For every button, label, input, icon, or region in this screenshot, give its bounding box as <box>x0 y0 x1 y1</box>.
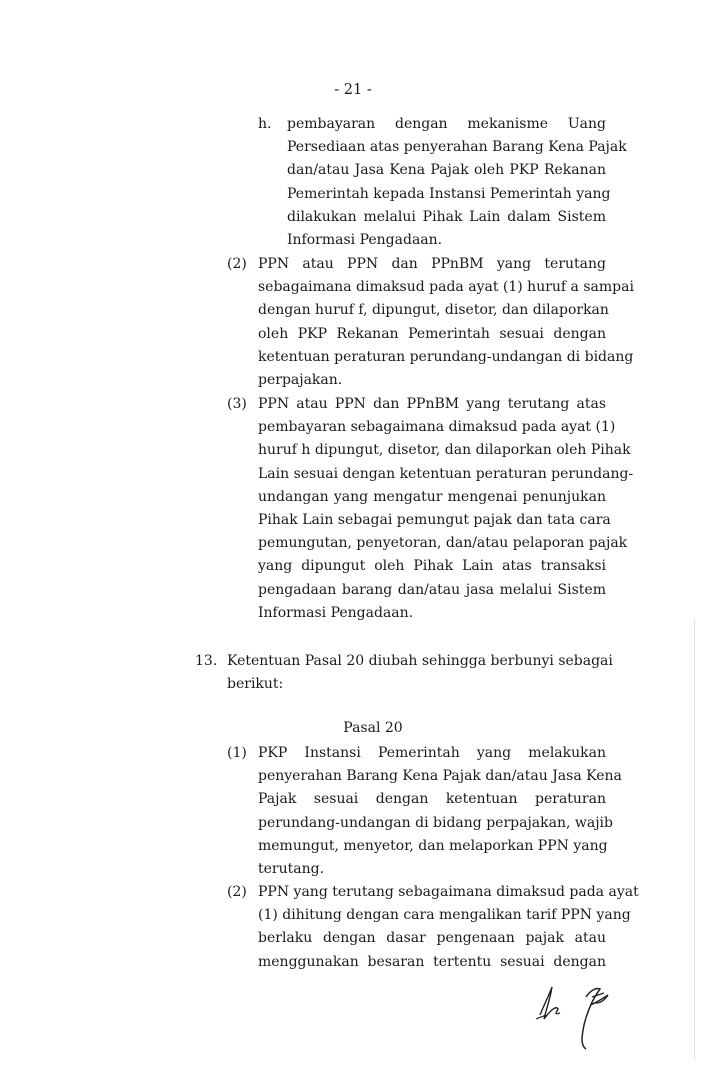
text-line: berlaku dengan dasar pengenaan pajak atau <box>258 930 606 947</box>
text-line: (1) dihitung dengan cara mengalikan tarif PPN yang <box>258 907 631 924</box>
text-line: undangan yang mengatur mengenai penunjukan <box>258 488 606 505</box>
text-line: PPN atau PPN dan PPnBM yang terutang atas <box>258 396 606 412</box>
text-line: terutang. <box>258 860 325 877</box>
text-line: ketentuan peraturan perundang-undangan di bidang <box>258 348 634 365</box>
text-line: Ketentuan Pasal 20 diubah sehingga berbunyi sebagai <box>227 653 613 669</box>
text-line: dan/atau Jasa Kena Pajak oleh PKP Rekanan <box>287 162 606 179</box>
text-line: penyerahan Barang Kena Pajak dan/atau Jasa Kena <box>258 768 622 785</box>
page-number: - 21 - <box>334 82 372 98</box>
para-2-text <box>258 253 634 392</box>
para-3-text <box>258 393 634 625</box>
text-line: Pemerintah kepada Instansi Pemerintah yang <box>287 185 611 202</box>
text-line: oleh PKP Rekanan Pemerintah sesuai dengan <box>258 325 606 342</box>
text-line: pembayaran dengan mekanisme Uang <box>287 116 606 132</box>
text-line: berikut: <box>227 676 284 693</box>
text-line: perundang-undangan di bidang perpajakan, wajib <box>258 814 613 831</box>
text-line: sebagaimana dimaksud pada ayat (1) huruf a sampai <box>258 279 634 296</box>
text-line: memungut, menyetor, dan melaporkan PPN yang <box>258 837 608 854</box>
text-line: Informasi Pengadaan. <box>258 604 414 621</box>
text-line: pembayaran sebagaimana dimaksud pada ayat (1) <box>258 419 616 436</box>
text-line: PPN atau PPN dan PPnBM yang terutang <box>258 256 606 272</box>
text-line: PKP Instansi Pemerintah yang melakukan <box>258 745 606 761</box>
text-line: perpajakan. <box>258 371 343 388</box>
item-h-marker: h. <box>258 116 272 132</box>
text-line: Pajak sesuai dengan ketentuan peraturan <box>258 791 606 808</box>
text-line: menggunakan besaran tertentu sesuai dengan <box>258 953 606 970</box>
text-line: yang dipungut oleh Pihak Lain atas transaksi <box>258 558 606 575</box>
text-line: Informasi Pengadaan. <box>287 231 443 248</box>
pasal-1-marker: (1) <box>227 745 247 761</box>
pasal-2-marker: (2) <box>227 884 247 900</box>
text-line: PPN yang terutang sebagaimana dimaksud pada ayat <box>258 884 639 900</box>
scan-edge-line <box>694 620 696 1060</box>
para-2-marker: (2) <box>227 256 247 272</box>
text-line: dengan huruf f, dipungut, disetor, dan dilaporkan <box>258 302 609 319</box>
pasal-1-text <box>258 742 622 881</box>
signature-initials <box>530 975 630 1059</box>
pasal-2-text <box>258 881 639 974</box>
pasal-title: Pasal 20 <box>343 720 403 736</box>
text-line: pemungutan, penyetoran, dan/atau pelaporan pajak <box>258 535 628 552</box>
item-13-text <box>227 650 613 696</box>
text-line: Persediaan atas penyerahan Barang Kena Pajak <box>287 139 627 156</box>
text-line: Lain sesuai dengan ketentuan peraturan perundang- <box>258 465 634 482</box>
text-line: dilakukan melalui Pihak Lain dalam Sistem <box>287 208 606 225</box>
text-line: Pihak Lain sebagai pemungut pajak dan tata cara <box>258 511 611 528</box>
text-line: huruf h dipungut, disetor, dan dilaporkan oleh Pihak <box>258 442 631 459</box>
text-line: pengadaan barang dan/atau jasa melalui Sistem <box>258 581 606 598</box>
para-3-marker: (3) <box>227 396 247 412</box>
item-h-text <box>287 113 627 252</box>
item-13-marker: 13. <box>195 653 218 669</box>
